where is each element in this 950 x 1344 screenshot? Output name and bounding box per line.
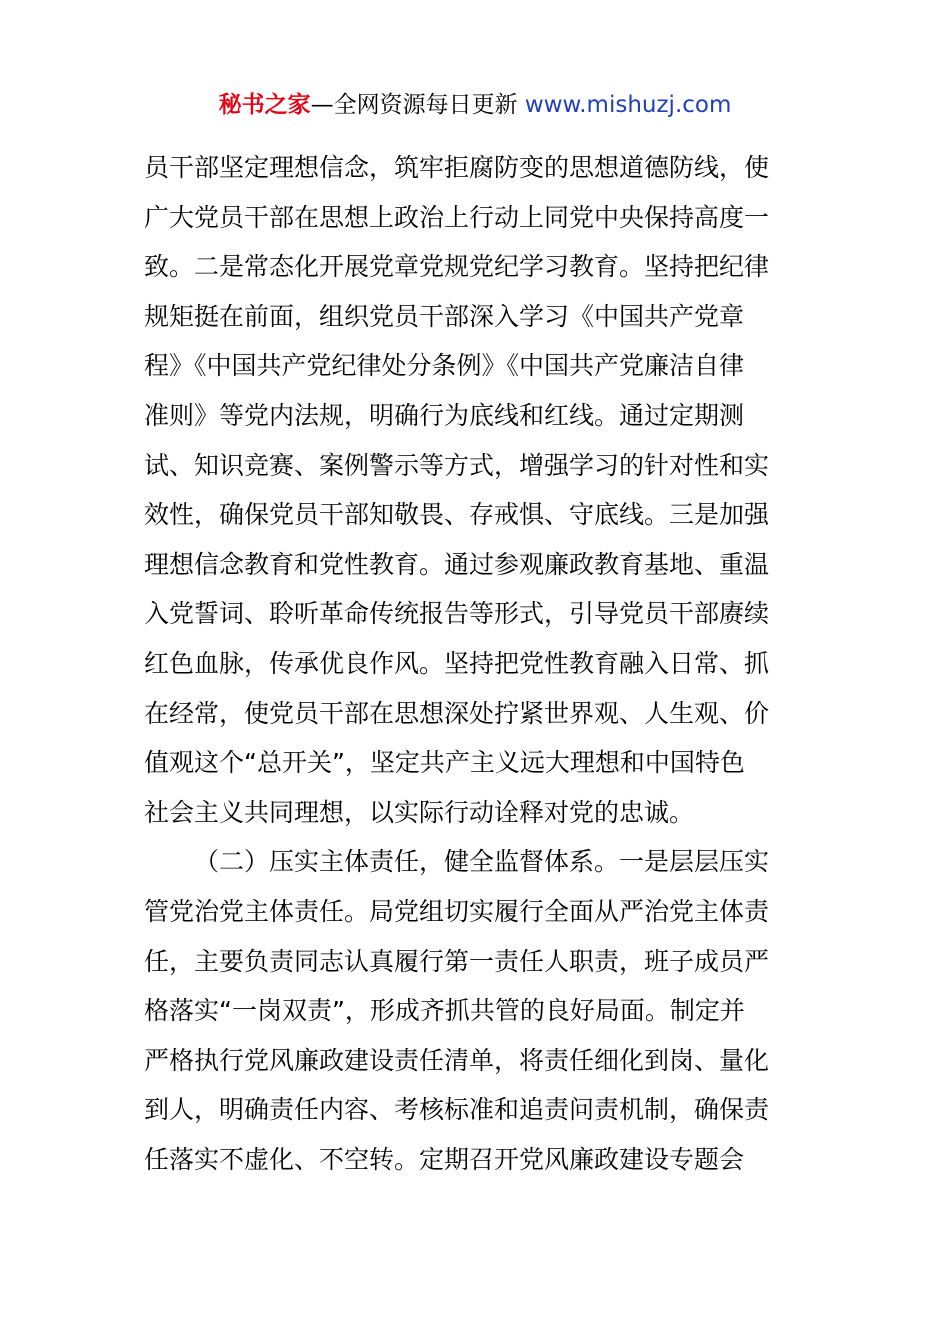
- text-line: 员干部坚定理想信念，筑牢拒腐防变的思想道德防线，使: [144, 153, 770, 182]
- text-line: 在经常，使党员干部在思想深处拧紧世界观、人生观、价: [144, 698, 770, 728]
- text-line: 理想信念教育和党性教育。通过参观廉政教育基地、重温: [144, 549, 770, 579]
- section-heading-line: （二）压实主体责任，健全监督体系。一是层层压实: [194, 847, 770, 877]
- text-line: 红色血脉，传承优良作风。坚持把党性教育融入日常、抓: [144, 648, 770, 678]
- text-line: 管党治党主体责任。局党组切实履行全面从严治党主体责: [144, 896, 770, 926]
- page-header: [0, 88, 950, 122]
- text-line: 效性，确保党员干部知敬畏、存戒惧、守底线。三是加强: [144, 500, 770, 530]
- text-line: 到人，明确责任内容、考核标准和追责问责机制，确保责: [144, 1095, 770, 1125]
- text-line: 任，主要负责同志认真履行第一责任人职责，班子成员严: [144, 946, 770, 976]
- brand-name: 秘书之家: [218, 92, 311, 118]
- text-line: 严格执行党风廉政建设责任清单，将责任细化到岗、量化: [144, 1045, 770, 1075]
- text-line: 值观这个“总开关”，坚定共产主义远大理想和中国特色: [144, 748, 745, 778]
- text-line: 格落实“一岗双责”，形成齐抓共管的良好局面。制定并: [144, 996, 745, 1026]
- text-line: 规矩挺在前面，组织党员干部深入学习《中国共产党章: [144, 301, 745, 331]
- text-line: 入党誓词、聆听革命传统报告等形式，引导党员干部赓续: [144, 599, 770, 629]
- text-line: 致。二是常态化开展党章党规党纪学习教育。坚持把纪律: [144, 252, 770, 282]
- text-line: 试、知识竞赛、案例警示等方式，增强学习的针对性和实: [144, 450, 770, 480]
- text-line: 广大党员干部在思想上政治上行动上同党中央保持高度一: [144, 202, 770, 232]
- document-body: [144, 143, 814, 1184]
- text-line: 任落实不虚化、不空转。定期召开党风廉政建设专题会: [144, 1144, 745, 1174]
- text-line: 程》《中国共产党纪律处分条例》《中国共产党廉洁自律: [144, 351, 745, 381]
- site-url-link[interactable]: www.mishuzj.com: [524, 92, 732, 118]
- text-line: 准则》等党内法规，明确行为底线和红线。通过定期测: [144, 400, 745, 430]
- header-slogan: —全网资源每日更新: [310, 92, 525, 118]
- text-line: 社会主义共同理想，以实际行动诠释对党的忠诚。: [144, 797, 695, 827]
